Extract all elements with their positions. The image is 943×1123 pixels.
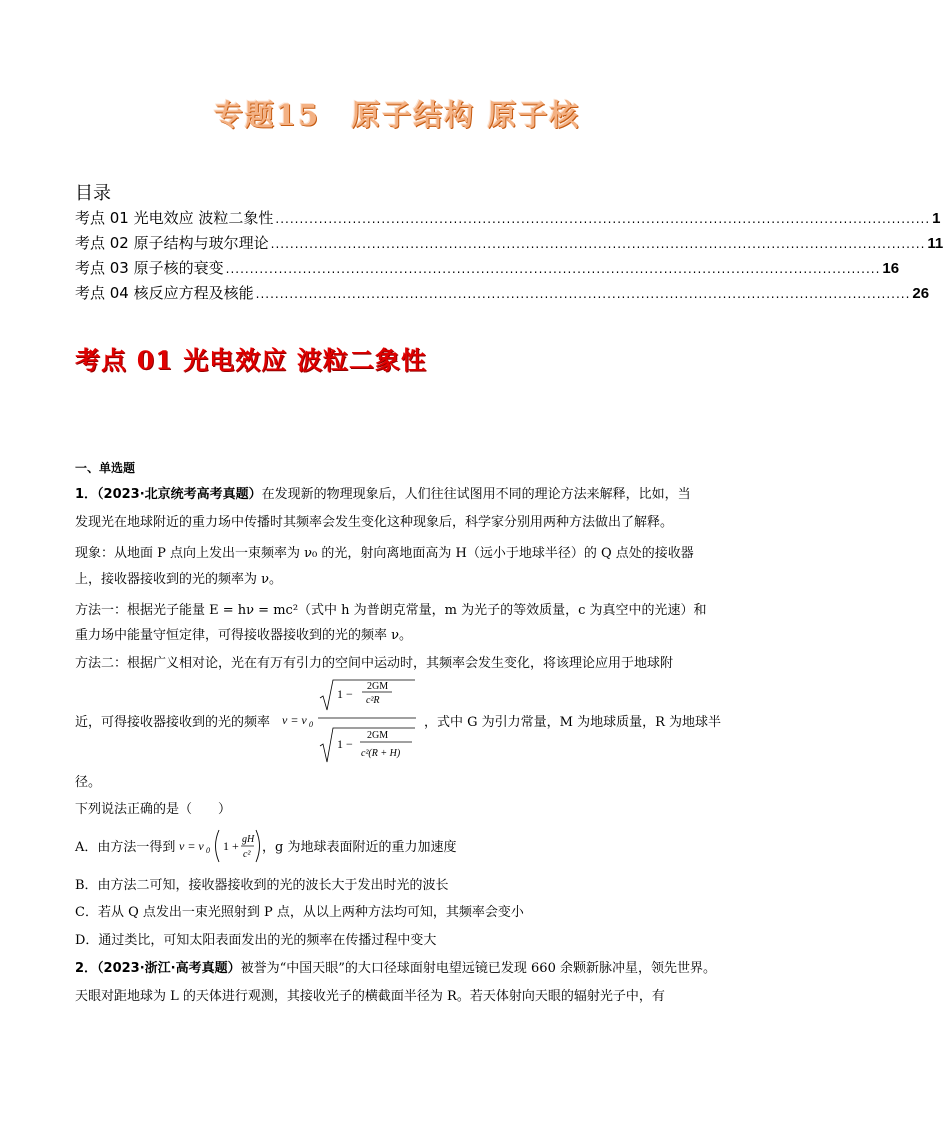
toc-item-label: 考点 01 光电效应 波粒二象性 bbox=[75, 209, 274, 227]
toc-item-page: 26 bbox=[912, 285, 930, 302]
question-1-source: 1．（2023·北京统考高考真题） bbox=[75, 487, 262, 502]
toc-item[interactable] bbox=[75, 282, 930, 304]
toc-leader-dots: ........................................................................................................................................ bbox=[270, 237, 926, 251]
option-a-label: A．由方法一得到 bbox=[75, 840, 176, 855]
question-2-line bbox=[75, 956, 725, 982]
paren-left bbox=[216, 830, 220, 862]
formula-2GM: 2GM bbox=[367, 730, 389, 741]
formula-c2RH: c²(R + H) bbox=[361, 748, 401, 759]
toc-item-label: 考点 03 原子核的衰变 bbox=[75, 259, 224, 277]
relativity-frequency-formula bbox=[282, 676, 422, 766]
toc-leader-dots: ........................................................................................................................................ bbox=[275, 212, 931, 226]
question-1-line: 上，接收器接收到的光的频率为 ν。 bbox=[75, 572, 283, 587]
question-1-line: 重力场中能量守恒定律，可得接收器接收到的光的频率 ν。 bbox=[75, 628, 413, 643]
question-1-line: 方法二：根据广义相对论，光在有万有引力的空间中运动时，其频率会发生变化，将该理论应用于地球附 bbox=[75, 656, 674, 671]
toc-item-page: 16 bbox=[882, 260, 900, 277]
question-1-line: 方法一：根据光子能量 E = hν = mc²（式中 h 为普朗克常量，m 为光子的等效质量，c 为真空中的光速）和 bbox=[75, 603, 707, 618]
section-title: 考点 01 光电效应 波粒二象性 bbox=[75, 346, 427, 375]
option-c[interactable]: C．若从 Q 点发出一束光照射到 P 点，从以上两种方法均可知，其频率会变小 bbox=[75, 905, 524, 920]
formula-one: 1 + bbox=[223, 839, 239, 853]
question-1-line: 发现光在地球附近的重力场中传播时其频率会发生变化这种现象后，科学家分别用两种方法做出了解释。 bbox=[75, 515, 674, 530]
option-b[interactable]: B．由方法二可知，接收器接收到的光的波长大于发出时光的波长 bbox=[75, 878, 449, 893]
subsection-heading: 一、单选题 bbox=[75, 461, 136, 475]
toc-item-label: 考点 02 原子结构与玻尔理论 bbox=[75, 234, 269, 252]
toc-item-page: 11 bbox=[927, 235, 943, 252]
paren-right bbox=[256, 830, 260, 862]
toc-item[interactable] bbox=[75, 207, 941, 229]
formula-sub-0: 0 bbox=[206, 846, 210, 855]
option-a-text: ，g 为地球表面附近的重力加速度 bbox=[262, 840, 457, 855]
formula-2GM: 2GM bbox=[367, 681, 389, 692]
formula-sub-0: 0 bbox=[309, 720, 313, 729]
option-d[interactable]: D．通过类比，可知太阳表面发出的光的频率在传播过程中变大 bbox=[75, 933, 437, 948]
question-1-line: 现象：从地面 P 点向上发出一束频率为 ν₀ 的光，射向离地面高为 H（远小于地球半径）的 Q 点处的接收器 bbox=[75, 546, 694, 561]
toc-leader-dots: ........................................................................................................................................ bbox=[255, 287, 911, 301]
formula-one: 1 − bbox=[337, 737, 353, 751]
formula-gH: gH bbox=[242, 834, 255, 845]
question-1-text: 在发现新的物理现象后，人们往往试图用不同的理论方法来解释，比如，当 bbox=[261, 487, 691, 502]
formula-c2: c² bbox=[243, 849, 251, 860]
question-2-line: 天眼对距地球为 L 的天体进行观测，其接收光子的横截面半径为 R。若天体射向天眼的辐射光子中，有 bbox=[75, 989, 665, 1004]
doc-title: 专题15 原子结构 原子核 bbox=[213, 98, 581, 132]
toc-item-page: 1 bbox=[932, 210, 941, 227]
toc-leader-dots: ........................................................................................................................................ bbox=[225, 262, 881, 276]
toc-item[interactable] bbox=[75, 257, 900, 279]
question-1-prompt: 下列说法正确的是（ ） bbox=[75, 802, 232, 817]
question-2-source: 2．（2023·浙江·高考真题） bbox=[75, 961, 241, 976]
question-1-text: ，式中 G 为引力常量，M 为地球质量，R 为地球半 bbox=[424, 715, 722, 730]
formula-nu: ν = ν bbox=[282, 713, 307, 727]
question-1-line bbox=[75, 482, 725, 508]
question-2-text: 被誉为“中国天眼”的大口径球面射电望远镜已发现 660 余颗新脉冲星，领先世界。 bbox=[240, 961, 716, 976]
toc-item-label: 考点 04 核反应方程及核能 bbox=[75, 284, 254, 302]
formula-nu: ν = ν bbox=[179, 839, 204, 853]
toc-item[interactable] bbox=[75, 232, 943, 254]
formula-one: 1 − bbox=[337, 687, 353, 701]
question-1-line: 径。 bbox=[75, 775, 102, 790]
question-1-text: 近，可得接收器接收到的光的频率 bbox=[75, 715, 271, 730]
option-a-formula bbox=[179, 826, 259, 866]
toc-heading: 目录 bbox=[75, 183, 111, 204]
formula-c2R: c²R bbox=[366, 695, 380, 706]
